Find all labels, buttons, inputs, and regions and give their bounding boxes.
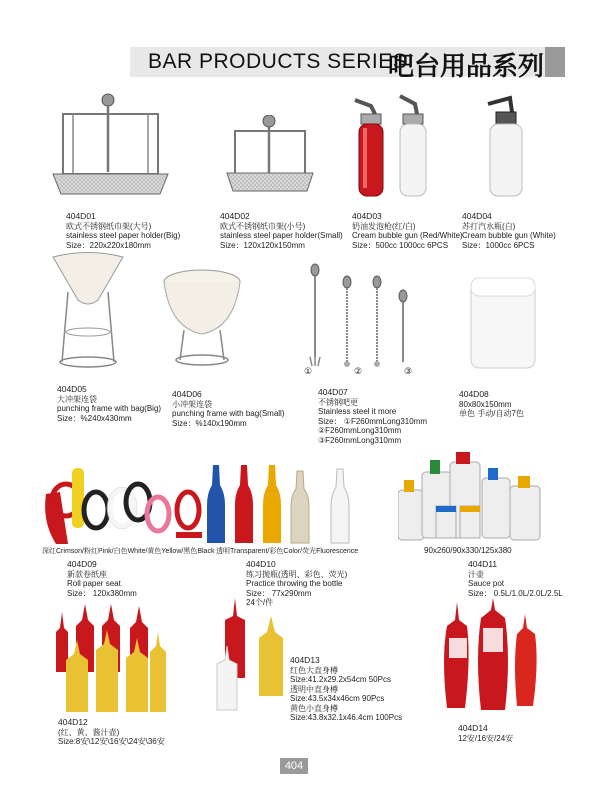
page-title-cn: 吧台用品系列 <box>388 52 545 82</box>
napkin-box-image <box>466 272 541 372</box>
product-caption: 404D13 红色大直身樽 Size:41.2x29.2x54cm 50Pcs 透明中直身樽 Size:43.5x34x46cm 90Pcs 黄色小直身樽 Size:43.8x32.1x46.4cm 100Pcs <box>290 655 403 722</box>
product-caption: 404D04 苏打汽水瓶(白) Cream bubble gun (White) Size：1000cc 6PCS <box>462 211 556 250</box>
soda-bottle-image <box>478 92 538 202</box>
product-caption: 404D14 12安/16安/24安 <box>458 723 514 743</box>
product-caption: 404D08 80x80x150mm 单色 手动/自动7色 <box>459 389 524 418</box>
product-caption: 404D11 汁壶 Sauce pot Size： 0.5L/1.0L/2.0L/2.5L <box>468 559 563 598</box>
product-caption: 404D12 (红、黄、酱汁壶) Size:8安\12安\16安\24安\36安 <box>58 717 165 746</box>
product-caption: 404D02 欧式不锈钢纸巾架(小号) stainless steel paper holder(Small) Size：120x120x150mm <box>220 211 343 250</box>
spoon-number: ① <box>304 366 313 376</box>
product-caption: 404D06 小冲架连袋 punching frame with bag(Small) Size：%140x190mm <box>172 389 285 428</box>
page-title: BAR PRODUCTS SERIES <box>148 50 408 73</box>
page-number: 404 <box>280 758 308 774</box>
spoon-number: ③ <box>404 366 413 376</box>
straight-bottles-image <box>215 598 295 714</box>
sauce-pots-image <box>398 452 548 544</box>
header-accent-block <box>545 47 565 77</box>
product-caption: 404D05 大冲架连袋 punching frame with bag(Big) Size：%240x430mm <box>57 384 162 423</box>
spoon-number: ② <box>354 366 363 376</box>
squeeze-bottles-image <box>435 598 545 716</box>
paper-holder-big-image <box>48 92 178 202</box>
bottle-color-options: 透明Transparent/彩色Color/荧光Fluorescence <box>216 548 359 555</box>
throwing-bottles-image <box>205 465 365 545</box>
product-caption: 404D03 奶油发泡枪(红/白) Cream bubble gun (Red/White) Size：500cc 1000cc 6PCS <box>352 211 463 250</box>
product-caption: 404D07 不锈钢吧更 Stainless steel it more Size： ①F260mmLong310mm ②F260mmLong310mm ③F260mmLong310mm <box>318 387 427 445</box>
sauce-bottles-image <box>52 602 172 714</box>
roll-color-options: 深红Crimson/粉红Pink/白色White/黄色Yellow/黑色Black <box>42 548 215 555</box>
product-caption: 404D01 欧式不锈钢纸巾架(大号) stainless steel paper holder(Big) Size：220x220x180mm <box>66 211 181 250</box>
pot-size-options: 90x260/90x330/125x380 <box>424 546 512 555</box>
bar-spoons-image <box>285 262 425 370</box>
product-caption: 404D09 新款卷纸座 Roll paper seat Size： 120x380mm <box>67 559 137 598</box>
paper-holder-small-image <box>225 115 325 195</box>
punching-frame-big-image <box>48 252 128 372</box>
cream-bubble-gun-image <box>345 92 445 202</box>
roll-paper-seats-image <box>38 462 203 552</box>
punching-frame-small-image <box>160 268 245 368</box>
product-caption: 404D10 练习抛瓶(透明、彩色、荧光) Practice throwing the bottle Size： 77x290mm 24个/件 <box>246 559 348 607</box>
